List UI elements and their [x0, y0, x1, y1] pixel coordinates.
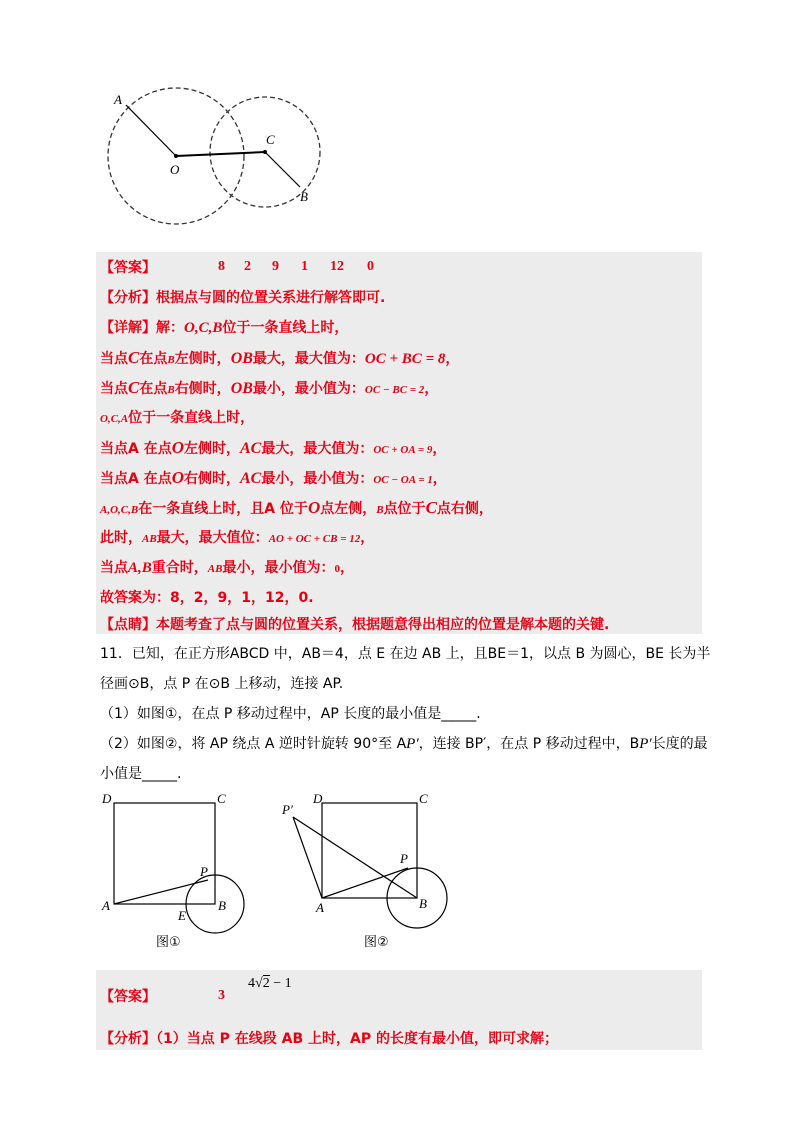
label-d-2: D — [313, 791, 323, 806]
detail-math: OC − BC = 2 — [364, 384, 425, 396]
detail-text: 位于一条直线上时， — [222, 320, 349, 336]
label-a-2: A — [316, 900, 324, 915]
detail-text: ， — [424, 381, 439, 397]
detail-math: C — [128, 378, 140, 397]
analysis-line-2 — [100, 1030, 558, 1048]
detail-text: 当点 — [100, 560, 128, 576]
answer2-coef: 4 — [248, 976, 255, 991]
label-b: B — [300, 189, 308, 204]
answer2-tail: − 1 — [273, 976, 292, 991]
analysis-text: 根据点与圆的位置关系进行解答即可. — [156, 290, 386, 306]
label-p-1: P — [200, 864, 208, 879]
analysis-tag: 【分析】 — [100, 290, 156, 306]
detail-math: C — [128, 348, 140, 367]
detail-text: 当点A 在点 — [100, 441, 172, 457]
answer2-value-1: 3 — [218, 988, 225, 1003]
point-c — [263, 150, 267, 154]
answer2-value-2 — [248, 976, 292, 992]
detail-math: AB — [142, 533, 157, 545]
question-math: P′ — [639, 736, 652, 752]
detail-text: 最大，最大值为： — [261, 441, 374, 457]
detail-math: A,O,C,B — [100, 504, 139, 516]
detail-line-8 — [100, 529, 374, 548]
detail-text: ， — [432, 471, 447, 487]
caption-fig-2: 图② — [364, 935, 389, 950]
detail-text: 解： — [156, 320, 184, 336]
answer-value-1: 8 — [218, 259, 225, 274]
detail-math: O,C,B — [184, 320, 223, 336]
analysis-text-2: （1）当点 P 在线段 AB 上时，AP 的长度有最小值，即可求解； — [156, 1031, 558, 1047]
detail-math: B — [376, 504, 384, 516]
detail-math: OC − OA = 1 — [373, 474, 433, 486]
label-d-1: D — [102, 791, 112, 806]
detail-line-9 — [100, 559, 354, 578]
answer-value-4: 1 — [301, 259, 308, 274]
detail-line-2 — [100, 349, 459, 369]
detail-line-1 — [100, 319, 348, 337]
square-figures — [96, 790, 466, 960]
question-text: 长度的最 — [651, 736, 708, 752]
comment-line — [100, 616, 609, 634]
detail-text: ， — [432, 441, 447, 457]
answer-value-5: 12 — [330, 259, 344, 274]
square-abcd-1 — [114, 803, 215, 904]
detail-line-10: 故答案为：8，2，9，1，12，0. — [100, 590, 314, 606]
detail-line-7 — [100, 499, 493, 519]
detail-math: AB — [207, 563, 223, 575]
detail-text: 在一条直线上时，且A 位于 — [138, 501, 308, 517]
question-part-2-cont: 小值是_____. — [100, 766, 182, 782]
detail-text: 在点 — [139, 351, 168, 367]
detail-text: 最小，最小值为： — [261, 471, 374, 487]
detail-text: 当点A 在点 — [100, 471, 172, 487]
detail-math: 0 — [334, 563, 340, 575]
label-c-1: C — [217, 791, 226, 806]
label-a: A — [114, 92, 122, 107]
label-b-1: B — [218, 898, 226, 913]
detail-line-6 — [100, 469, 447, 489]
detail-text: 当点 — [100, 351, 128, 367]
answer-value-3: 9 — [272, 259, 279, 274]
detail-text: 最小，最小值为： — [222, 560, 335, 576]
detail-text: 点左侧， — [320, 501, 377, 517]
circles-figure — [100, 80, 340, 230]
detail-math: AC — [240, 470, 262, 487]
detail-text: 左侧时， — [174, 351, 231, 367]
detail-tag: 【详解】 — [100, 320, 156, 336]
detail-math: OB — [230, 380, 253, 397]
detail-math: OB — [230, 350, 253, 367]
question-line-1: 11．已知，在正方形ABCD 中，AB＝4，点 E 在边 AB 上，且BE＝1，以点 B 为圆心，BE 长为半 — [100, 646, 711, 662]
detail-text: ， — [360, 530, 375, 546]
detail-math: AO + OC + CB = 12 — [268, 533, 361, 545]
detail-text: 位于一条直线上时， — [128, 410, 255, 426]
answer2-root: 2 — [262, 976, 270, 991]
detail-text: 此时， — [100, 530, 142, 546]
label-c: C — [266, 132, 275, 147]
sqrt-icon: √ — [255, 976, 263, 991]
detail-math: OC + OA = 9 — [373, 444, 433, 456]
detail-line-5 — [100, 439, 446, 459]
detail-line-3 — [100, 379, 438, 399]
question-math: P′ — [406, 736, 419, 752]
detail-text: 最小，最小值为： — [252, 381, 365, 397]
segment-pprime-b — [293, 817, 417, 898]
detail-math: O — [171, 468, 184, 487]
label-p-2: P — [400, 851, 408, 866]
detail-math: B — [167, 354, 175, 366]
detail-text: 最大，最大值位： — [156, 530, 269, 546]
question-part-1: （1）如图①，在点 P 移动过程中，AP 长度的最小值是_____. — [100, 706, 481, 722]
detail-text: 在点 — [139, 381, 168, 397]
detail-math: O — [171, 438, 184, 457]
detail-math: O,C,A — [100, 413, 129, 425]
detail-text: 右侧时， — [184, 471, 240, 487]
label-a-1: A — [102, 898, 110, 913]
segment-pprime-a — [293, 817, 322, 898]
label-e-1: E — [178, 908, 186, 923]
detail-line-4 — [100, 409, 254, 428]
detail-math: C — [425, 498, 437, 517]
answer-tag-2: 【答案】 — [100, 989, 156, 1005]
label-o: O — [170, 162, 180, 177]
segment-cb — [265, 152, 300, 187]
segment-ap-1 — [114, 880, 208, 904]
comment-tag: 【点睛】 — [100, 617, 156, 633]
detail-text: 左侧时， — [184, 441, 240, 457]
detail-text: 重合时， — [151, 560, 208, 576]
answer-tag: 【答案】 — [100, 260, 156, 276]
answer-value-2: 2 — [244, 259, 251, 274]
comment-text: 本题考查了点与圆的位置关系，根据题意得出相应的位置是解本题的关键. — [156, 617, 610, 633]
detail-text: ， — [445, 351, 460, 367]
detail-math: O — [307, 498, 321, 517]
segment-oc — [176, 152, 265, 156]
detail-math: A,B — [128, 560, 152, 576]
detail-math: AC — [240, 440, 262, 457]
point-o — [174, 154, 178, 158]
detail-text: 点位于 — [383, 501, 426, 517]
label-c-2: C — [419, 791, 428, 806]
question-text: ，连接 BP′，在点 P 移动过程中，B — [418, 736, 640, 752]
analysis-line — [100, 289, 385, 307]
answer-value-6: 0 — [367, 259, 374, 274]
detail-math: B — [167, 384, 175, 396]
question-line-2: 径画⊙B，点 P 在⊙B 上移动，连接 AP. — [100, 676, 344, 692]
detail-text: 当点 — [100, 381, 128, 397]
detail-text: 点右侧， — [436, 501, 493, 517]
question-part-2 — [100, 735, 708, 753]
detail-text: 最大，最大值为： — [252, 351, 365, 367]
question-text: （2）如图②，将 AP 绕点 A 逆时针旋转 90°至 A — [100, 736, 407, 752]
caption-fig-1: 图① — [156, 935, 181, 950]
analysis-tag-2: 【分析】 — [100, 1031, 156, 1047]
detail-text: 右侧时， — [174, 381, 231, 397]
label-b-2: B — [419, 896, 427, 911]
label-pprime: P′ — [282, 802, 293, 817]
detail-math: OC + BC = 8 — [364, 351, 446, 367]
segment-ao — [126, 105, 176, 156]
detail-text: ， — [339, 560, 354, 576]
